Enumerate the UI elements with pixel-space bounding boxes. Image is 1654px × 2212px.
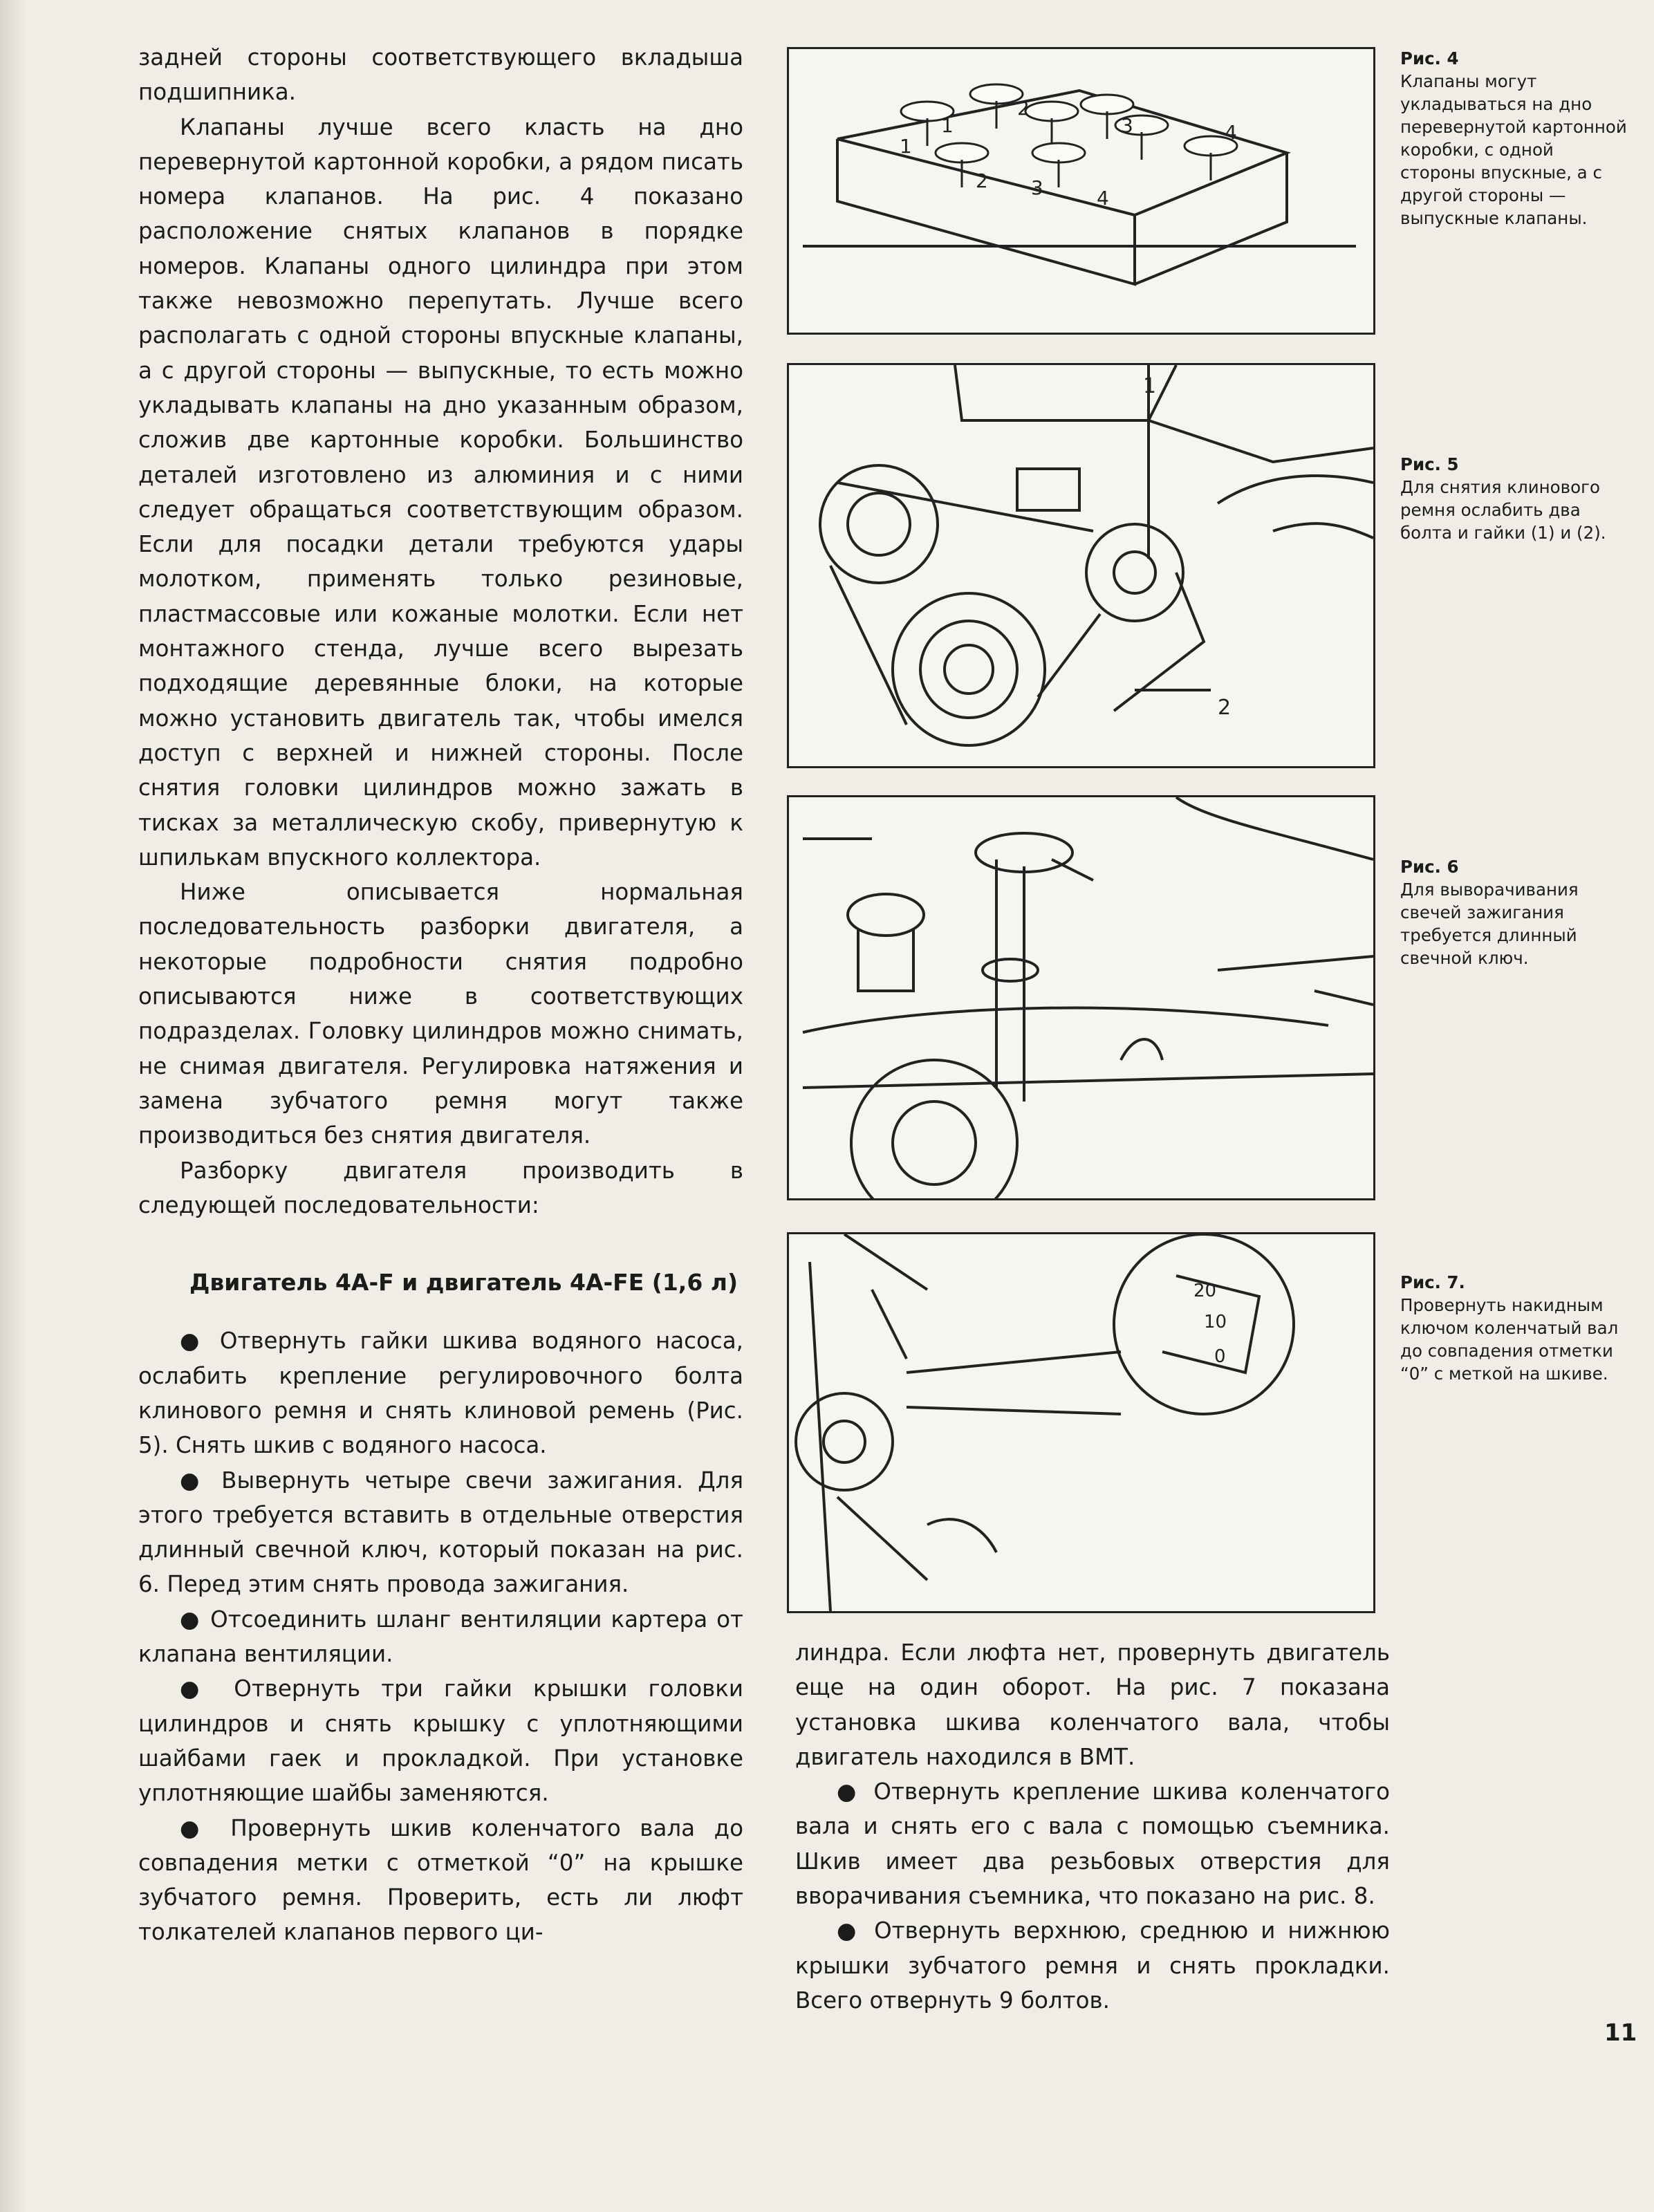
figure-label: Рис. 4	[1400, 48, 1459, 68]
figure-4-caption	[1400, 47, 1628, 230]
timing-scale-mark: 20	[1193, 1281, 1217, 1301]
bullet-item: ● Отсоединить шланг вентиляции картера от клапана вентиляции.	[138, 1602, 743, 1672]
figure-6-spark-plug-wrench	[787, 795, 1375, 1200]
valve-number: 4	[1097, 187, 1109, 210]
valve-number: 2	[1017, 97, 1030, 120]
valve-number: 3	[1031, 176, 1043, 199]
v-belt-illustration	[789, 365, 1373, 766]
valve-number: 1	[900, 135, 912, 158]
timing-scale-mark: 10	[1204, 1312, 1227, 1332]
figure-7-caption	[1400, 1271, 1628, 1385]
callout-number: 2	[1218, 696, 1232, 720]
valve-number: 4	[1225, 121, 1237, 144]
section-heading: Двигатель 4A-F и двигатель 4A-FE (1,6 л)	[189, 1269, 738, 1296]
figure-7-crankshaft-pulley	[787, 1232, 1375, 1613]
figure-label: Рис. 6	[1400, 857, 1459, 877]
timing-scale-mark: 0	[1214, 1346, 1226, 1367]
page-binding-edge	[0, 0, 26, 2212]
valve-number: 1	[941, 114, 954, 137]
left-text-column	[138, 40, 743, 1950]
figure-caption-text: Для выворачивания свечей зажигания требуется длинный свечной ключ.	[1400, 880, 1579, 968]
figure-label: Рис. 7.	[1400, 1272, 1465, 1292]
paragraph: линдра. Если люфта нет, провернуть двигатель еще на один оборот. На рис. 7 показана установка шкива коленчатого вала, чтобы двигатель находился в ВМТ.	[795, 1639, 1390, 1770]
bullet-item: ● Отвернуть верхнюю, среднюю и нижнюю крышки зубчатого ремня и снять прокладки. Всего отвернуть 9 болтов.	[795, 1913, 1390, 2018]
bullet-item: ● Отвернуть три гайки крышки головки цилиндров и снять крышку с уплотняющими шайбами гаек и прокладкой. При установке уплотняющие шайбы заменяются.	[138, 1671, 743, 1810]
figure-4-valves-box	[787, 47, 1375, 335]
figure-6-caption	[1400, 855, 1628, 969]
bullet-item: ● Отвернуть гайки шкива водяного насоса, ослабить крепление регулировочного болта клинового ремня и снять клиновой ремень (Рис. 5). Снять шкив с водяного насоса.	[138, 1323, 743, 1462]
bullet-item: ● Вывернуть четыре свечи зажигания. Для этого требуется вставить в отдельные отверстия длинный свечной ключ, который показан на рис. 6. Перед этим снять провода зажигания.	[138, 1463, 743, 1602]
valves-in-box-illustration	[789, 49, 1373, 333]
figure-5-v-belt	[787, 363, 1375, 768]
bullet-item: ● Отвернуть крепление шкива коленчатого вала и снять его с вала с помощью съемника. Шкив имеет два резьбовых отверстия для вворачивания съемника, что показано на рис. 8.	[795, 1774, 1390, 1913]
figure-caption-text: Клапаны могут укладываться на дно перевернутой картонной коробки, с одной стороны впускные, а с другой стороны — выпускные клапаны.	[1400, 71, 1627, 228]
figure-label: Рис. 5	[1400, 454, 1459, 474]
crankshaft-pulley-illustration	[789, 1234, 1373, 1611]
paragraph: Разборку двигателя производить в следующей последовательности:	[138, 1157, 743, 1218]
valve-number: 3	[1121, 114, 1133, 137]
page-number: 11	[1604, 2019, 1637, 2047]
middle-text-column	[795, 1635, 1390, 2018]
valve-number: 2	[976, 169, 988, 192]
callout-number: 1	[1143, 374, 1157, 398]
paragraph: Ниже описывается нормальная последовательность разборки двигателя, а некоторые подробности снятия подробно описываются ниже в соответствующих подразделах. Головку цилиндров можно снимать, не снимая двигателя. Регулировка натяжения и замена зубчатого ремня могут также производиться без снятия двигателя.	[138, 879, 743, 1149]
bullet-item: ● Провернуть шкив коленчатого вала до совпадения метки с отметкой “0” на крышке зубчатого ремня. Проверить, есть ли люфт толкателей клапанов первого ци-	[138, 1811, 743, 1950]
paragraph: Клапаны лучше всего класть на дно перевернутой картонной коробки, а рядом писать номера клапанов. На рис. 4 показано расположение снятых клапанов в порядке номеров. Клапаны одного цилиндра при этом также невозможно перепутать. Лучше всего располагать с одной стороны впускные клапаны, а с другой стороны — выпускные, то есть можно укладывать клапаны на дно указанным образом, сложив две картонные коробки. Большинство деталей изготовлено из алюминия и с ними следует обращаться соответствующим образом. Если для посадки детали требуются удары молотком, применять только резиновые, пластмассовые или кожаные молотки. Если нет монтажного стенда, лучше всего вырезать подходящие деревянные блоки, на которые можно установить двигатель так, чтобы имелся доступ с верхней и нижней стороны. После снятия головки цилиндров можно зажать в тисках за металлическую скобу, привернутую к шпилькам впускного коллектора.	[138, 113, 743, 871]
figure-caption-text: Провернуть накидным ключом коленчатый вал до совпадения отметки “0” с меткой на шкиве.	[1400, 1295, 1619, 1384]
paragraph: задней стороны соответствующего вкладыша подшипника.	[138, 44, 743, 106]
figure-5-caption	[1400, 453, 1628, 544]
figure-caption-text: Для снятия клинового ремня ослабить два болта и гайки (1) и (2).	[1400, 477, 1606, 543]
spark-plug-wrench-illustration	[789, 797, 1373, 1198]
